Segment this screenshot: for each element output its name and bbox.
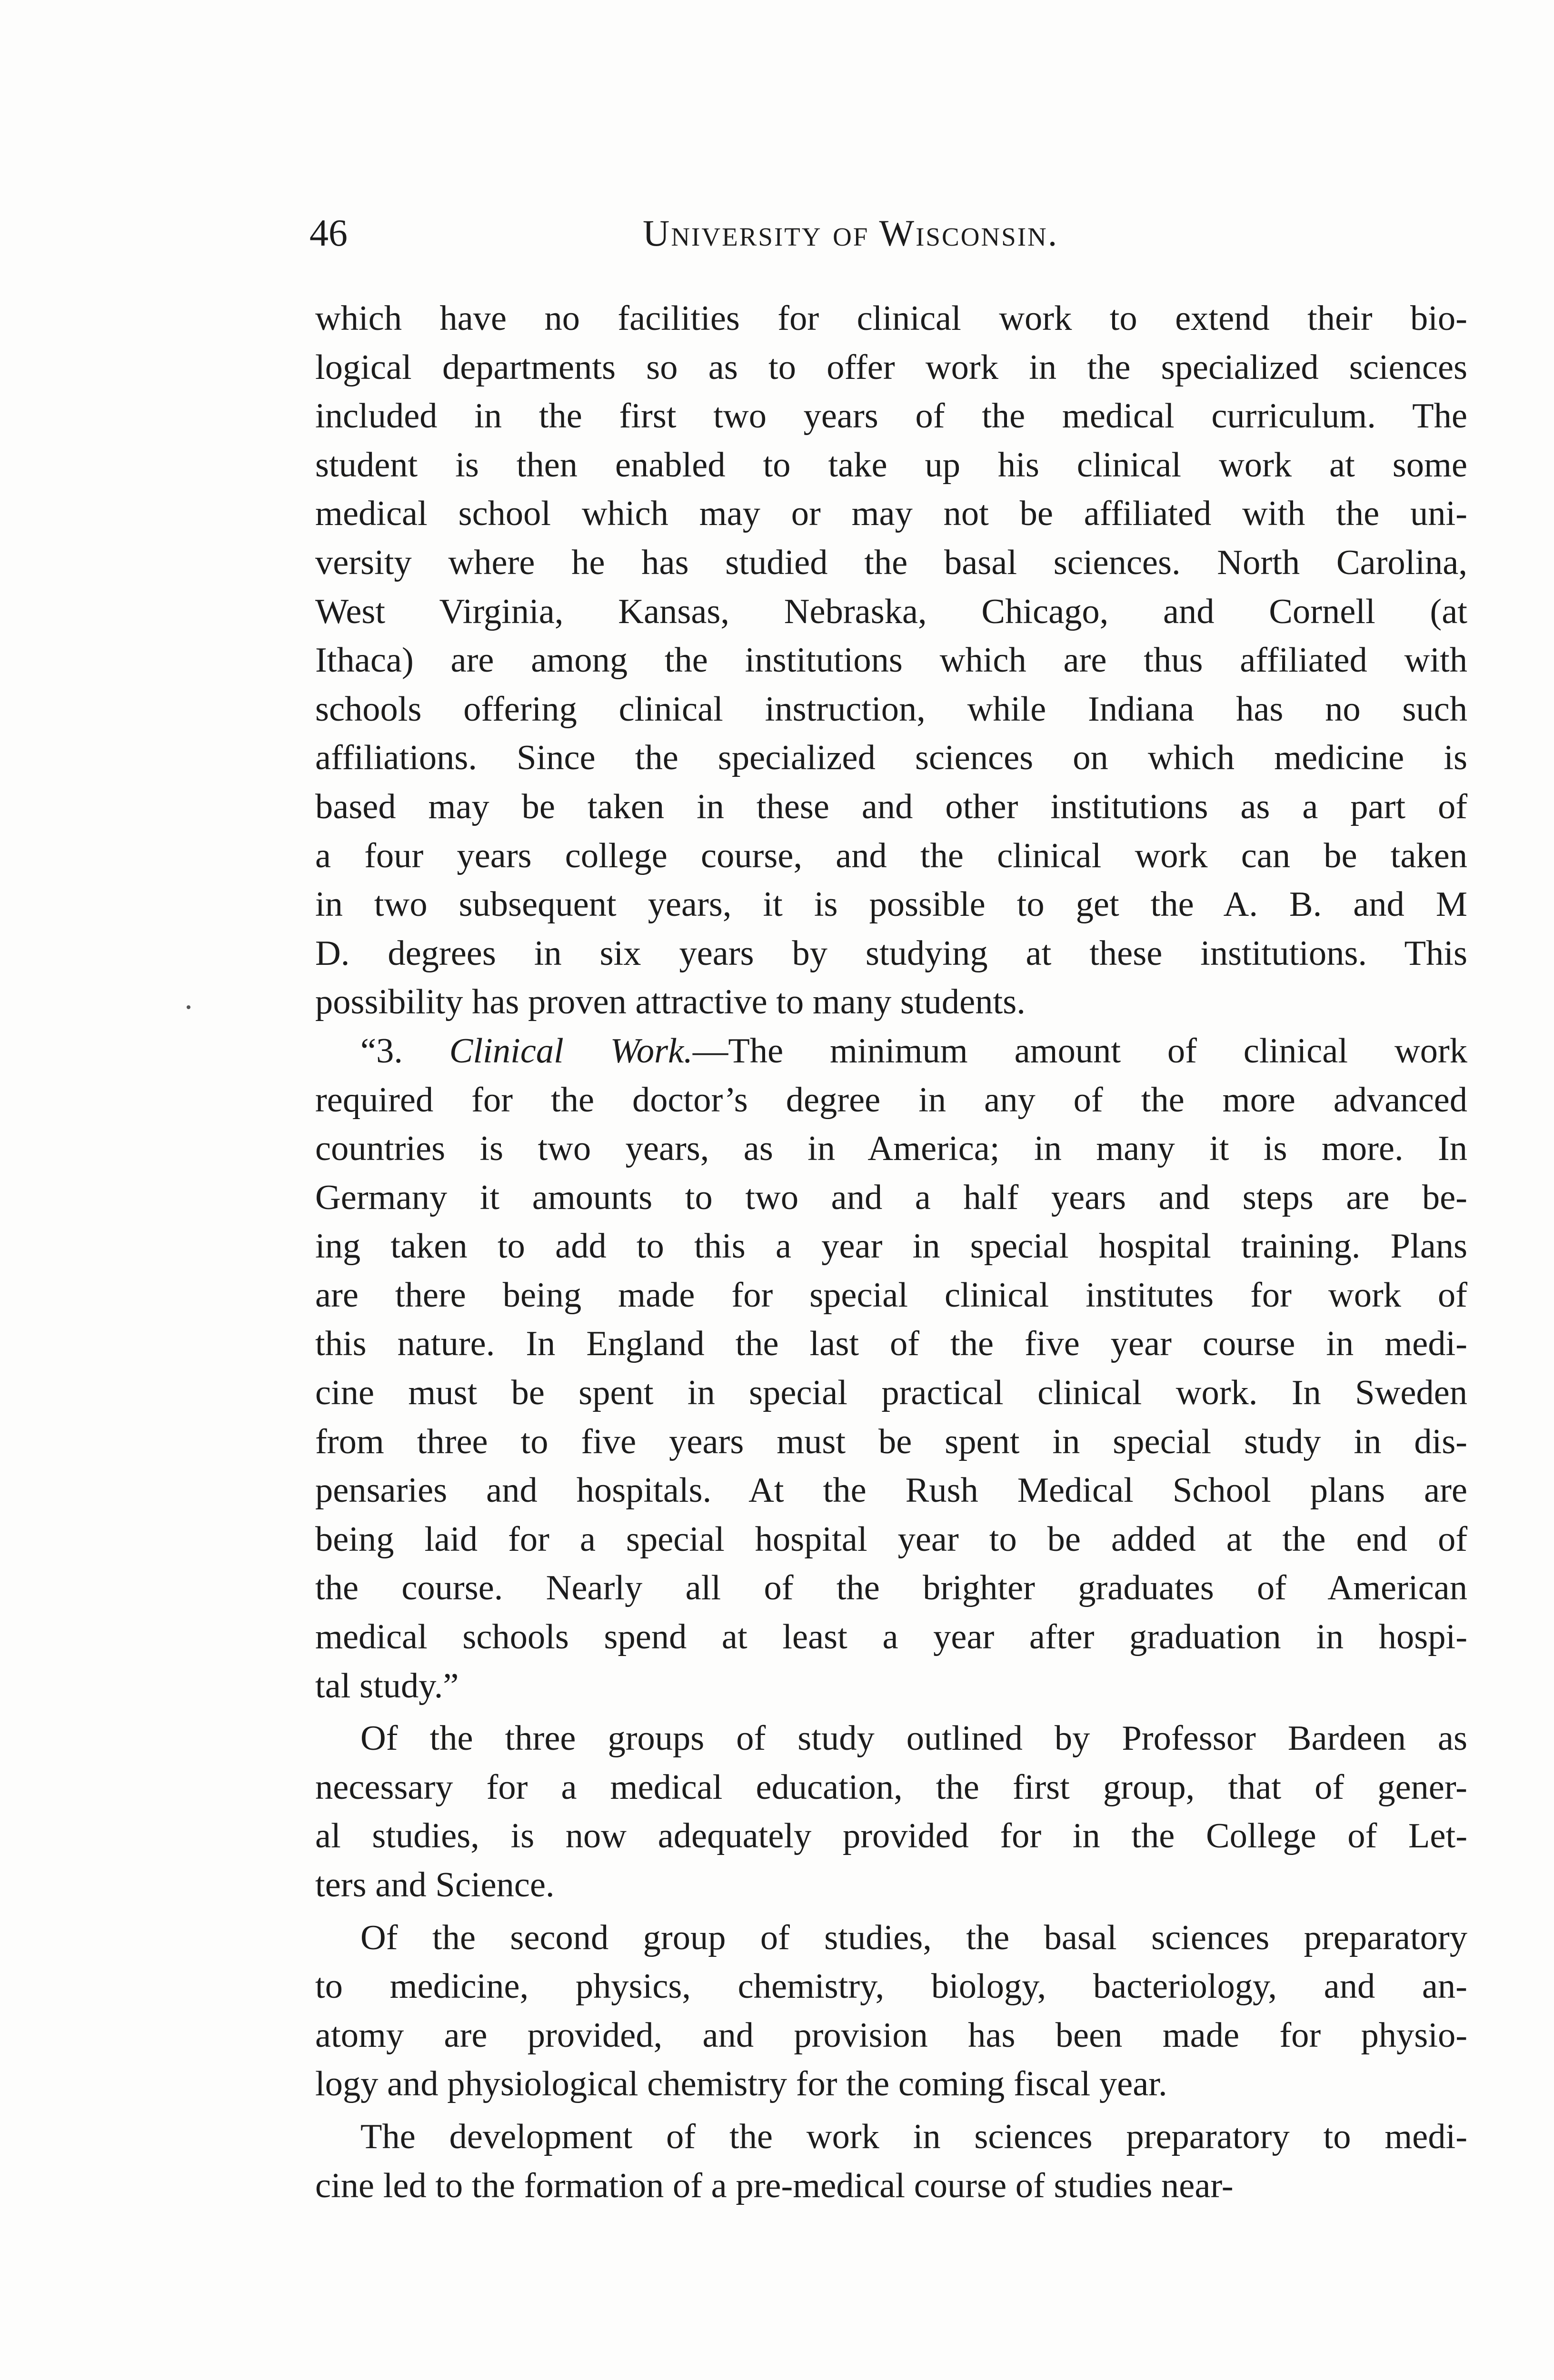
text-line: al studies, is now adequately provided for in the College of Let-: [315, 1816, 1467, 1856]
text-line: “3. Clinical Work.—The minimum amount of clinical work: [360, 1031, 1467, 1071]
text-line: The development of the work in sciences preparatory to medi-: [360, 2117, 1467, 2156]
text-line: a four years college course, and the clinical work can be taken: [315, 836, 1467, 875]
text-line: are there being made for special clinical institutes for work of: [315, 1275, 1467, 1315]
text-line: pensaries and hospitals. At the Rush Medical School plans are: [315, 1471, 1467, 1510]
text-line: cine led to the formation of a pre-medical course of studies near-: [315, 2166, 1234, 2205]
paragraph: [315, 294, 1467, 1027]
text-line: versity where he has studied the basal sciences. North Carolina,: [315, 543, 1467, 582]
text-line: in two subsequent years, it is possible to get the A. B. and M: [315, 885, 1467, 924]
text-line: based may be taken in these and other institutions as a part of: [315, 787, 1467, 826]
text-line: possibility has proven attractive to many students.: [315, 982, 1026, 1022]
text-line: Of the second group of studies, the basal sciences preparatory: [360, 1918, 1467, 1957]
running-head: University of Wisconsin.: [643, 212, 1059, 254]
text-line: tal study.”: [315, 1666, 459, 1706]
text-line: cine must be spent in special practical clinical work. In Sweden: [315, 1373, 1467, 1413]
text-line: included in the first two years of the medical curriculum. The: [315, 397, 1467, 436]
text-line: this nature. In England the last of the five year course in medi-: [315, 1324, 1467, 1364]
text-line: necessary for a medical education, the first group, that of gener-: [315, 1767, 1467, 1807]
page-header: [309, 209, 1476, 267]
text-line: Ithaca) are among the institutions which are thus affiliated with: [315, 641, 1467, 680]
text-line: from three to five years must be spent in special study in dis-: [315, 1422, 1467, 1461]
text-line: to medicine, physics, chemistry, biology, bacteriology, and an-: [315, 1967, 1467, 2006]
text-line: West Virginia, Kansas, Nebraska, Chicago, and Cornell (at: [315, 592, 1467, 631]
text-line: affiliations. Since the specialized sciences on which medicine is: [315, 738, 1467, 778]
paragraph: [315, 1914, 1467, 2109]
text-line: atomy are provided, and provision has been made for physio-: [315, 2015, 1467, 2055]
text-line: medical school which may or may not be affiliated with the uni-: [315, 494, 1467, 534]
text-line: which have no facilities for clinical work to extend their bio-: [315, 299, 1467, 338]
text-line: being laid for a special hospital year to be added at the end of: [315, 1519, 1467, 1559]
text-line: schools offering clinical instruction, while Indiana has no such: [315, 689, 1467, 729]
text-line: ing taken to add to this a year in special hospital training. Plans: [315, 1227, 1467, 1266]
paragraph: [315, 1714, 1467, 1909]
paragraph: [315, 2112, 1467, 2210]
text-line: the course. Nearly all of the brighter graduates of American: [315, 1568, 1467, 1608]
text-line: medical schools spend at least a year after graduation in hospi-: [315, 1617, 1467, 1657]
paragraph: [315, 1027, 1467, 1710]
text-line: logy and physiological chemistry for the coming fiscal year.: [315, 2064, 1167, 2104]
text-line: required for the doctor’s degree in any of the more advanced: [315, 1080, 1467, 1120]
text-line: D. degrees in six years by studying at these institutions. This: [315, 933, 1467, 973]
margin-speck: [187, 1005, 190, 1009]
body-text: [315, 294, 1467, 2210]
page-number: 46: [309, 212, 348, 254]
text-line: ters and Science.: [315, 1865, 555, 1904]
text-line: Of the three groups of study outlined by Professor Bardeen as: [360, 1719, 1467, 1758]
text-line: Germany it amounts to two and a half years and steps are be-: [315, 1178, 1467, 1217]
text-line: logical departments so as to offer work in the specialized sciences: [315, 347, 1467, 387]
text-line: student is then enabled to take up his clinical work at some: [315, 445, 1467, 485]
text-line: countries is two years, as in America; in many it is more. In: [315, 1129, 1467, 1169]
